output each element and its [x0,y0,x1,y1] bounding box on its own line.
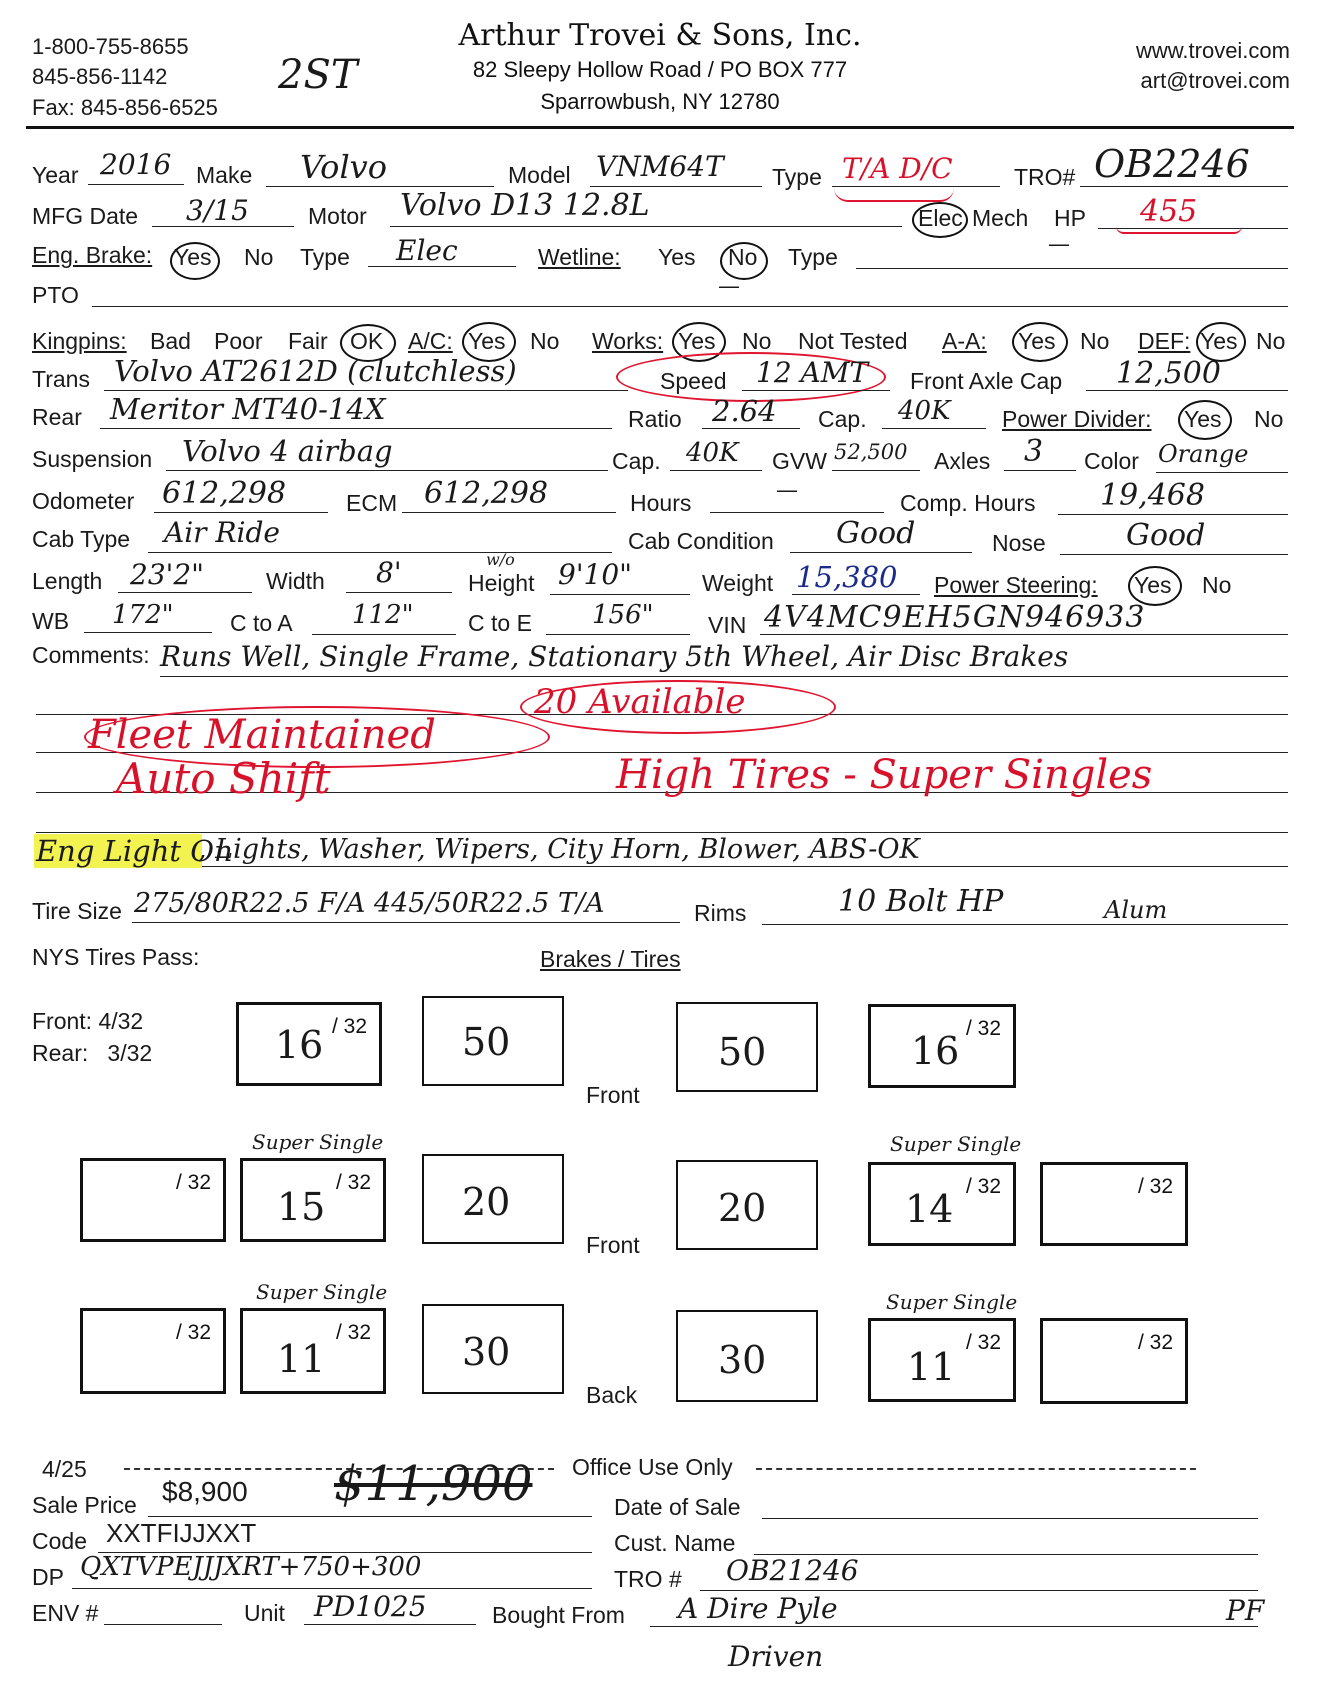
wetline-yes[interactable]: Yes [658,244,696,270]
works-label: Works: [592,328,664,354]
hp-label: HP [1054,205,1086,231]
wetline-type-field-line[interactable] [856,268,1288,269]
brake-percent: 30 [718,1338,767,1382]
wb-label: WB [32,608,70,634]
per-32-label: / 32 [965,1017,1001,1040]
phone-number-1: 1-800-755-8655 [32,34,189,59]
cab-condition-label: Cab Condition [628,528,774,554]
axles-label: Axles [934,448,991,474]
height-value: 9'10" [558,558,633,591]
motor-value: Volvo D13 12.8L [400,188,650,223]
tire-depth: 15 [277,1185,326,1229]
back-right-brake-box[interactable] [676,1310,818,1402]
sale-price-value: $8,900 [162,1476,248,1507]
comp-hours-field-line[interactable] [1058,514,1288,515]
tro-value: OB2246 [1094,142,1250,186]
super-single-note: Super Single [252,1130,384,1154]
color-field-line[interactable] [1156,472,1288,473]
ac-yes[interactable]: Yes [468,328,506,354]
works-not-tested[interactable]: Not Tested [798,328,908,354]
wb-value: 172" [112,600,174,630]
gvw-field-line[interactable] [832,470,920,471]
power-divider-yes[interactable]: Yes [1184,406,1222,432]
header-divider [26,126,1294,129]
cab-type-field-line[interactable] [148,552,612,553]
handwritten-code: 2ST [278,52,358,98]
pto-field-line[interactable] [92,306,1288,307]
bought-from-field-line[interactable] [650,1626,1258,1627]
tro-office-label: TRO # [614,1566,682,1592]
c-to-a-value: 112" [352,600,414,630]
power-steering-yes[interactable]: Yes [1134,572,1172,598]
nose-field-line[interactable] [1060,554,1288,555]
dp-label: DP [32,1564,64,1590]
cust-name-label: Cust. Name [614,1530,736,1556]
kingpins-poor[interactable]: Poor [214,328,263,354]
gvw-value: 52,500 [834,440,908,464]
front-min-tread: Front: 4/32 [32,1008,144,1034]
weight-label: Weight [702,570,774,596]
ratio-label: Ratio [628,406,682,432]
year-field-line[interactable] [88,184,184,185]
works-no[interactable]: No [742,328,772,354]
trans-field-line[interactable] [104,390,628,391]
rims-label: Rims [694,900,747,926]
comp-hours-value: 19,468 [1100,478,1205,513]
width-field-line[interactable] [346,592,452,593]
suspension-value: Volvo 4 airbag [182,434,393,468]
pto-label: PTO [32,282,79,308]
mfg-date-value: 3/15 [186,194,249,227]
env-field-line[interactable] [104,1624,222,1625]
available-note: 20 Available [534,682,746,722]
gvw-label: GVW [772,448,827,474]
model-value: VNM64T [596,150,724,183]
brake-percent: 50 [718,1030,767,1074]
def-label: DEF: [1138,328,1191,354]
front-axle-label-1: Front [586,1082,640,1108]
height-field-line[interactable] [550,594,690,595]
susp-cap-value: 40K [686,438,739,468]
wetline-type-label: Type [788,244,838,270]
kingpins-label: Kingpins: [32,328,127,354]
type-red-underline [834,188,954,202]
odometer-field-line[interactable] [154,512,328,513]
per-32-label: / 32 [965,1331,1001,1354]
bought-from-label: Bought From [492,1602,625,1628]
mid-left-brake-box[interactable] [422,1154,564,1244]
hp-red-underline [1116,226,1242,234]
brake-type-value: Elec [396,234,458,267]
per-32-label: / 32 [335,1171,371,1194]
aa-label: A-A: [942,328,987,354]
width-value: 8' [376,556,402,589]
c-to-a-field-line[interactable] [312,634,456,635]
wb-field-line[interactable] [84,632,212,633]
c-to-e-field-line[interactable] [546,634,690,635]
office-date-note: 4/25 [42,1456,87,1482]
height-note: w/o [486,550,515,569]
model-field-line[interactable] [590,186,762,187]
length-label: Length [32,568,103,594]
back-left-inner-tire-box[interactable] [240,1308,386,1394]
rear-cap-value: 40K [898,396,951,426]
mid-left-inner-tire-box[interactable] [240,1158,386,1242]
hours-field-line[interactable] [710,512,884,513]
back-left-brake-box[interactable] [422,1304,564,1394]
kingpins-fair[interactable]: Fair [288,328,328,354]
company-address-2: Sparrowbush, NY 12780 [540,89,780,114]
weight-field-line[interactable] [792,594,920,595]
unit-value: PD1025 [314,1590,427,1623]
pf-note: PF [1226,1594,1265,1627]
per-32-label: / 32 [175,1171,211,1194]
kingpins-ok[interactable]: OK [350,328,384,354]
per-32-label: / 32 [1137,1331,1173,1354]
back-left-outer-tire-box[interactable] [80,1308,226,1394]
wetline-type-value: — [1048,232,1070,257]
model-label: Model [508,162,571,188]
tire-size-field-line[interactable] [132,922,680,923]
motor-field-line[interactable] [390,226,902,227]
phone-number-2: 845-856-1142 [32,64,168,89]
company-name: Arthur Trovei & Sons, Inc. [458,18,862,53]
power-steering-label: Power Steering: [934,572,1098,598]
weight-value: 15,380 [796,560,898,594]
ac-label: A/C: [408,328,453,354]
company-website[interactable]: www.trovei.com [1135,38,1290,63]
per-32-label: / 32 [1137,1175,1173,1198]
ac-no[interactable]: No [530,328,560,354]
length-value: 23'2" [130,558,205,591]
mid-right-outer-tire-box[interactable] [1040,1162,1188,1246]
tro-office-value: OB21246 [726,1554,859,1587]
per-32-label: / 32 [175,1321,211,1344]
comp-hours-label: Comp. Hours [900,490,1036,516]
back-axle-label: Back [586,1382,638,1408]
speed-field-line[interactable] [742,390,890,391]
suspension-label: Suspension [32,446,153,472]
brakes-tires-heading: Brakes / Tires [540,946,681,972]
width-label: Width [266,568,325,594]
make-field-line[interactable] [266,186,494,187]
old-price-struck: $11,900 [334,1456,533,1512]
rear-value: Meritor MT40-14X [110,392,386,426]
front-right-brake-box[interactable] [676,1002,818,1092]
brake-percent: 50 [462,1020,511,1064]
trans-value: Volvo AT2612D (clutchless) [114,354,517,388]
ecm-label: ECM [346,490,398,516]
auto-shift-note: Auto Shift [116,754,331,803]
rims-value: 10 Bolt HP [838,884,1004,919]
motor-label: Motor [308,203,367,229]
dp-field-line[interactable] [72,1588,592,1589]
kingpins-bad[interactable]: Bad [150,328,191,354]
tire-size-value: 275/80R22.5 F/A 445/50R22.5 T/A [134,888,605,919]
brake-percent: 20 [462,1180,511,1224]
fax-number: Fax: 845-856-6525 [32,95,218,120]
cab-type-label: Cab Type [32,526,131,552]
wetline-label: Wetline: [538,244,621,270]
rear-cap-field-line[interactable] [882,428,986,429]
env-label: ENV # [32,1600,99,1626]
lights-check-note: , Lights, Washer, Wipers, City Horn, Blower, ABS-OK [198,834,920,865]
high-tires-note: High Tires - Super Singles [616,752,1153,798]
ecm-value: 612,298 [424,476,549,511]
hp-value: 455 [1140,194,1198,229]
per-32-label: / 32 [331,1015,367,1038]
rear-field-line[interactable] [100,428,612,429]
works-yes[interactable]: Yes [678,328,716,354]
hours-value: — [776,478,798,503]
tire-depth: 14 [905,1187,954,1231]
wetline-no[interactable]: No [728,244,758,270]
office-use-only-label: Office Use Only [572,1454,733,1480]
height-label: Height [468,570,535,596]
back-right-inner-tire-box[interactable] [868,1318,1016,1402]
eng-brake-yes[interactable]: Yes [174,244,212,270]
year-value: 2016 [100,148,172,181]
comments-value: Runs Well, Single Frame, Stationary 5th Wheel, Air Disc Brakes [160,640,1069,673]
def-no[interactable]: No [1256,328,1286,354]
make-label: Make [196,162,253,188]
rear-label: Rear [32,404,82,430]
color-value: Orange [1158,440,1249,468]
rear-min-tread: Rear: 3/32 [32,1040,153,1066]
elec-label[interactable]: Elec [918,205,963,231]
super-single-note: Super Single [886,1290,1018,1314]
tire-depth: 16 [275,1023,324,1067]
tire-size-label: Tire Size [32,898,122,924]
code-value: XXTFIJJXXT [106,1518,257,1548]
type-value: T/A D/C [842,152,953,185]
comments-line-5[interactable] [36,832,1288,833]
per-32-label: / 32 [965,1175,1001,1198]
odometer-value: 612,298 [162,476,287,511]
front-axle-cap-value: 12,500 [1116,356,1221,391]
nose-value: Good [1126,518,1206,553]
eng-brake-no[interactable]: No [244,244,274,270]
cab-condition-field-line[interactable] [790,552,972,553]
suspension-field-line[interactable] [166,470,608,471]
hours-label: Hours [630,490,692,516]
unit-field-line[interactable] [304,1624,476,1625]
mid-right-brake-box[interactable] [676,1160,818,1250]
c-to-e-label: C to E [468,610,532,636]
speed-label: Speed [660,368,727,394]
power-divider-no[interactable]: No [1254,406,1284,432]
mid-right-inner-tire-box[interactable] [868,1162,1016,1246]
c-to-a-label: C to A [230,610,293,636]
bought-from-value: A Dire Pyle [678,1592,838,1625]
make-value: Volvo [300,148,388,186]
brake-percent: 30 [462,1330,511,1374]
nose-label: Nose [992,530,1046,556]
comments-line-1[interactable] [160,676,1288,677]
axles-value: 3 [1024,434,1044,469]
unit-label: Unit [244,1600,285,1626]
comments-label: Comments: [32,642,150,668]
eng-light-note: Eng Light On [36,834,233,868]
tro-field-line[interactable] [1080,186,1288,187]
fleet-maintained-note: Fleet Maintained [88,712,436,758]
nys-tires-pass-label: NYS Tires Pass: [32,944,200,970]
power-steering-no[interactable]: No [1202,572,1232,598]
year-label: Year [32,162,79,188]
sale-price-field-line[interactable] [148,1516,592,1517]
tire-depth: 16 [911,1029,960,1073]
type-label: Type [772,164,822,190]
date-of-sale-field-line[interactable] [762,1518,1258,1519]
dp-value: QXTVPEJJJXRT+750+300 [80,1552,422,1582]
front-left-tire-box[interactable] [236,1002,382,1086]
tire-depth: 11 [277,1337,326,1381]
eng-brake-label: Eng. Brake: [32,242,153,268]
super-single-note: Super Single [256,1280,388,1304]
trans-label: Trans [32,366,90,392]
c-to-e-value: 156" [592,600,654,630]
aa-no[interactable]: No [1080,328,1110,354]
def-yes[interactable]: Yes [1200,328,1238,354]
ratio-value: 2.64 [712,394,777,428]
sale-price-label: Sale Price [32,1492,137,1518]
aa-yes[interactable]: Yes [1018,328,1056,354]
cab-type-value: Air Ride [164,516,280,549]
driven-note: Driven [728,1640,824,1673]
vin-value: 4V4MC9EH5GN946933 [764,600,1146,635]
code-label: Code [32,1528,87,1554]
brake-percent: 20 [718,1186,767,1230]
susp-cap-label: Cap. [612,448,661,474]
pto-value: — [718,274,740,299]
rear-cap-label: Cap. [818,406,867,432]
length-field-line[interactable] [118,592,252,593]
brake-type-label: Type [300,244,350,270]
mid-left-outer-tire-box[interactable] [80,1158,226,1242]
front-axle-cap-label: Front Axle Cap [910,368,1063,394]
susp-cap-field-line[interactable] [670,470,762,471]
type-field-line[interactable] [832,186,1000,187]
vin-label: VIN [708,612,747,638]
axles-field-line[interactable] [1004,470,1076,471]
company-email[interactable]: art@trovei.com [1140,68,1290,93]
speed-value: 12 AMT [756,356,869,389]
color-label: Color [1084,448,1139,474]
mfg-date-label: MFG Date [32,203,139,229]
per-32-label: / 32 [335,1321,371,1344]
ecm-field-line[interactable] [402,512,616,513]
super-single-note: Super Single [890,1132,1022,1156]
tire-depth: 11 [907,1345,956,1389]
date-of-sale-label: Date of Sale [614,1494,741,1520]
front-axle-label-2: Front [586,1232,640,1258]
company-address-1: 82 Sleepy Hollow Road / PO BOX 777 [472,57,848,82]
front-right-tire-box[interactable] [868,1004,1016,1088]
office-dashed-line-right [756,1468,1196,1470]
back-right-outer-tire-box[interactable] [1040,1318,1188,1404]
ratio-field-line[interactable] [702,428,800,429]
rims-field-line[interactable] [762,924,1288,925]
odometer-label: Odometer [32,488,135,514]
front-left-brake-box[interactable] [422,996,564,1086]
tro-office-field-line[interactable] [700,1590,1258,1591]
tro-label: TRO# [1014,164,1076,190]
cab-condition-value: Good [836,516,916,551]
mech-label[interactable]: Mech [972,205,1029,231]
rims-material-value: Alum [1104,896,1168,924]
power-divider-label: Power Divider: [1002,406,1152,432]
